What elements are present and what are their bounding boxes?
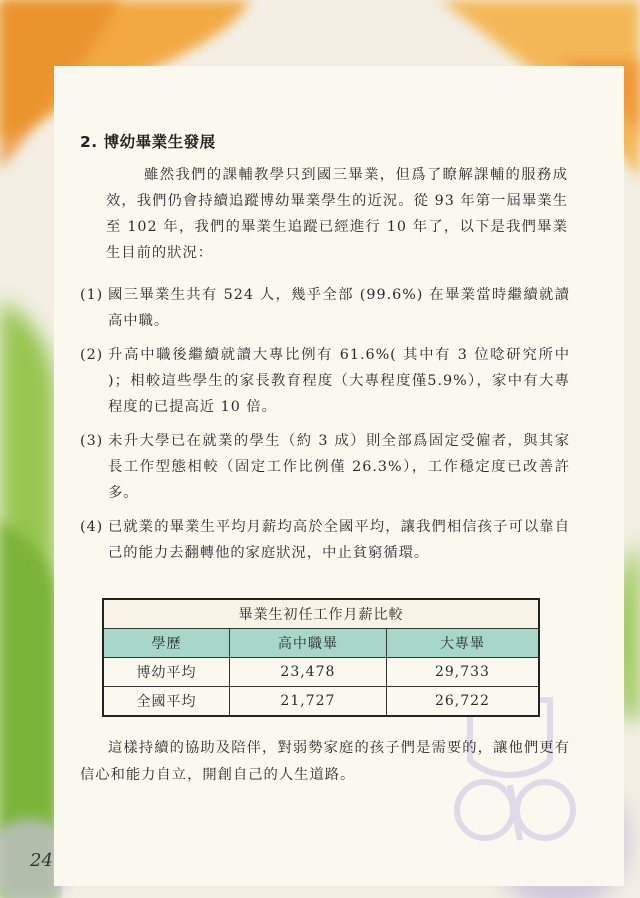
header-high-school: 高中職畢 xyxy=(229,629,386,658)
table-cell: 26,722 xyxy=(386,687,539,717)
page-number: 24 xyxy=(30,850,53,871)
table-cell: 21,727 xyxy=(229,687,386,717)
section-title: 2. 博幼畢業生發展 xyxy=(80,133,216,151)
table-caption-row xyxy=(103,599,539,629)
list-item-number: (2) xyxy=(80,347,104,363)
table-caption: 畢業生初任工作月薪比較 xyxy=(103,599,539,629)
list-item-text: 已就業的畢業生平均月薪均高於全國平均，讓我們相信孩子可以靠自己的能力去翻轉他的家庭狀況，中止貧窮循環。 xyxy=(108,519,570,561)
list-item-text: 未升大學已在就業的學生（約 3 成）則全部爲固定受僱者，與其家長工作型態相較（固定工作比例僅 26.3%），工作穩定度已改善許多。 xyxy=(108,433,570,501)
table-row xyxy=(103,658,539,687)
header-education: 學歷 xyxy=(103,629,229,658)
table-cell: 29,733 xyxy=(386,658,539,687)
table-row xyxy=(103,687,539,717)
header-college: 大專畢 xyxy=(386,629,539,658)
intro-paragraph: 雖然我們的課輔教學只到國三畢業，但爲了瞭解課輔的服務成效，我們仍會持續追蹤博幼畢業學生的近況。從 93 年第一屆畢業生至 102 年，我們的畢業生追蹤已經進行 10 年了，以下是我們畢業生目前的狀況： xyxy=(106,167,568,261)
list-item-number: (3) xyxy=(80,433,104,449)
list-item-text: 國三畢業生共有 524 人，幾乎全部 (99.6%) 在畢業當時繼續就讀高中職。 xyxy=(108,287,570,329)
list-item-text: 升高中職後繼續就讀大專比例有 61.6%( 其中有 3 位唸研究所中 )；相較這些學生的家長教育程度（大專程度僅5.9%），家中有大專程度的已提高近 10 倍。 xyxy=(108,347,570,415)
table-cell: 全國平均 xyxy=(103,687,229,717)
table-cell: 博幼平均 xyxy=(103,658,229,687)
table-header-row xyxy=(103,629,539,658)
list-item-number: (4) xyxy=(80,519,104,535)
salary-comparison-table xyxy=(102,598,540,717)
list-item-number: (1) xyxy=(80,287,104,303)
table-cell: 23,478 xyxy=(229,658,386,687)
closing-paragraph: 這樣持續的協助及陪伴，對弱勢家庭的孩子們是需要的，讓他們更有信心和能力自立，開創自己的人生道路。 xyxy=(80,740,570,783)
